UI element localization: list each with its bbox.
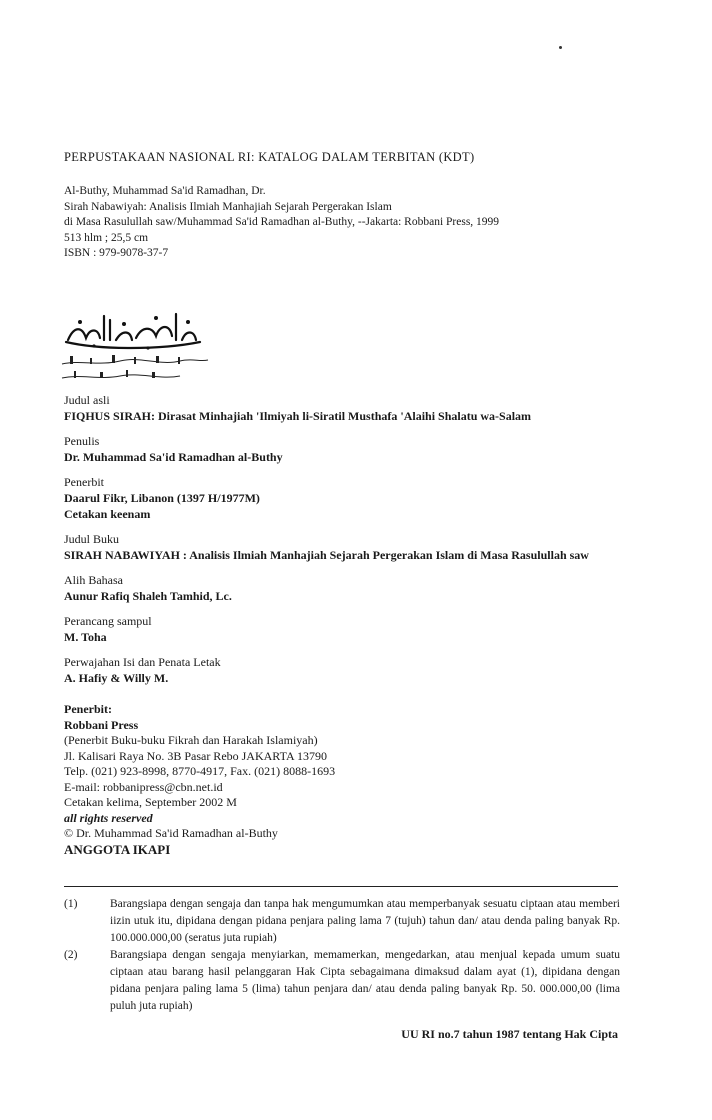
meta-translator — [64, 572, 644, 604]
meta-label: Judul Buku — [64, 532, 120, 546]
edition-line: Cetakan kelima, September 2002 M — [64, 795, 237, 809]
ikapi-member: ANGGOTA IKAPI — [64, 841, 171, 857]
kdt-line: ISBN : 979-9078-37-7 — [64, 247, 169, 259]
meta-original-title — [64, 392, 644, 424]
meta-label: Penerbit — [64, 475, 104, 489]
copyright-line: © Dr. Muhammad Sa'id Ramadhan al-Buthy — [64, 826, 278, 840]
meta-value: A. Hafiy & Willy M. — [64, 671, 169, 685]
meta-label: Penulis — [64, 434, 100, 448]
book-metadata — [64, 392, 644, 695]
rights-line: all rights reserved — [64, 810, 153, 825]
publisher-email: E-mail: robbanipress@cbn.net.id — [64, 779, 223, 794]
kdt-heading: PERPUSTAKAAN NASIONAL RI: KATALOG DALAM TERBITAN (KDT) — [64, 150, 475, 164]
meta-label: Judul asli — [64, 393, 110, 407]
legal-note — [64, 896, 620, 947]
meta-value: Dr. Muhammad Sa'id Ramadhan al-Buthy — [64, 450, 283, 464]
publisher-label: Penerbit: — [64, 702, 112, 716]
legal-notes — [64, 896, 620, 1015]
kdt-line: di Masa Rasulullah saw/Muhammad Sa'id Ramadhan al-Buthy, --Jakarta: Robbani Press, 1999 — [64, 216, 500, 228]
meta-author — [64, 433, 644, 465]
publisher-address: Jl. Kalisari Raya No. 3B Pasar Rebo JAKARTA 13790 — [64, 748, 327, 763]
kdt-line: Sirah Nabawiyah: Analisis Ilmiah Manhajiah Sejarah Pergerakan Islam — [64, 200, 392, 213]
meta-value: SIRAH NABAWIYAH : Analisis Ilmiah Manhajiah Sejarah Pergerakan Islam di Masa Rasulullah saw — [64, 548, 589, 562]
meta-book-title — [64, 531, 644, 563]
note-text: Barangsiapa dengan sengaja menyiarkan, memamerkan, mengedarkan, atau menjual kepada umum suatu ciptaan atau barang hasil pelanggaran Hak Cipta sebagaimana dimaksud dalam ayat (1), dipidana dengan pidana penjara paling lama 5 (lima) tahun penjara dan/ atau denda paling banyak Rp. 50. 000.000,00 (lima puluh juta rupiah) — [110, 949, 620, 1012]
publisher-block — [64, 702, 335, 857]
note-text: Barangsiapa dengan sengaja dan tanpa hak mengumumkan atau memperbanyak sesuatu ciptaan atau memberi iizin utuk itu, dipidana dengan pidana penjara paling lama 7 (tujuh) tahun dan/ atau denda paling banyak Rp. 100.000.000,00 (seratus juta rupiah) — [110, 898, 620, 944]
arabic-calligraphy-title-logo — [60, 306, 210, 386]
meta-value: Cetakan keenam — [64, 507, 151, 521]
kdt-line: 513 hlm ; 25,5 cm — [64, 231, 149, 244]
meta-label: Perancang sampul — [64, 614, 152, 628]
publisher-phone: Telp. (021) 923-8998, 8770-4917, Fax. (021) 8088-1693 — [64, 764, 336, 778]
note-number: (2) — [64, 949, 78, 961]
meta-value: Daarul Fikr, Libanon (1397 H/1977M) — [64, 491, 260, 505]
meta-cover-designer — [64, 613, 644, 645]
copyright-law-reference: UU RI no.7 tahun 1987 tentang Hak Cipta — [401, 1027, 618, 1041]
meta-value: Aunur Rafiq Shaleh Tamhid, Lc. — [64, 589, 232, 603]
kdt-catalog-entry — [64, 184, 499, 262]
meta-value: M. Toha — [64, 630, 107, 644]
meta-label: Perwajahan Isi dan Penata Letak — [64, 655, 221, 669]
kdt-line: Al-Buthy, Muhammad Sa'id Ramadhan, Dr. — [64, 185, 266, 197]
publisher-tagline: (Penerbit Buku-buku Fikrah dan Harakah Islamiyah) — [64, 733, 318, 747]
meta-value: FIQHUS SIRAH: Dirasat Minhajiah 'Ilmiyah li-Siratil Musthafa 'Alaihi Shalatu wa-Salam — [64, 409, 532, 423]
legal-note — [64, 947, 620, 1015]
meta-layout — [64, 654, 644, 686]
meta-label: Alih Bahasa — [64, 573, 123, 587]
publisher-name: Robbani Press — [64, 717, 139, 732]
scan-speck — [559, 46, 562, 49]
meta-original-publisher — [64, 474, 644, 522]
divider — [64, 886, 618, 887]
note-number: (1) — [64, 898, 78, 910]
